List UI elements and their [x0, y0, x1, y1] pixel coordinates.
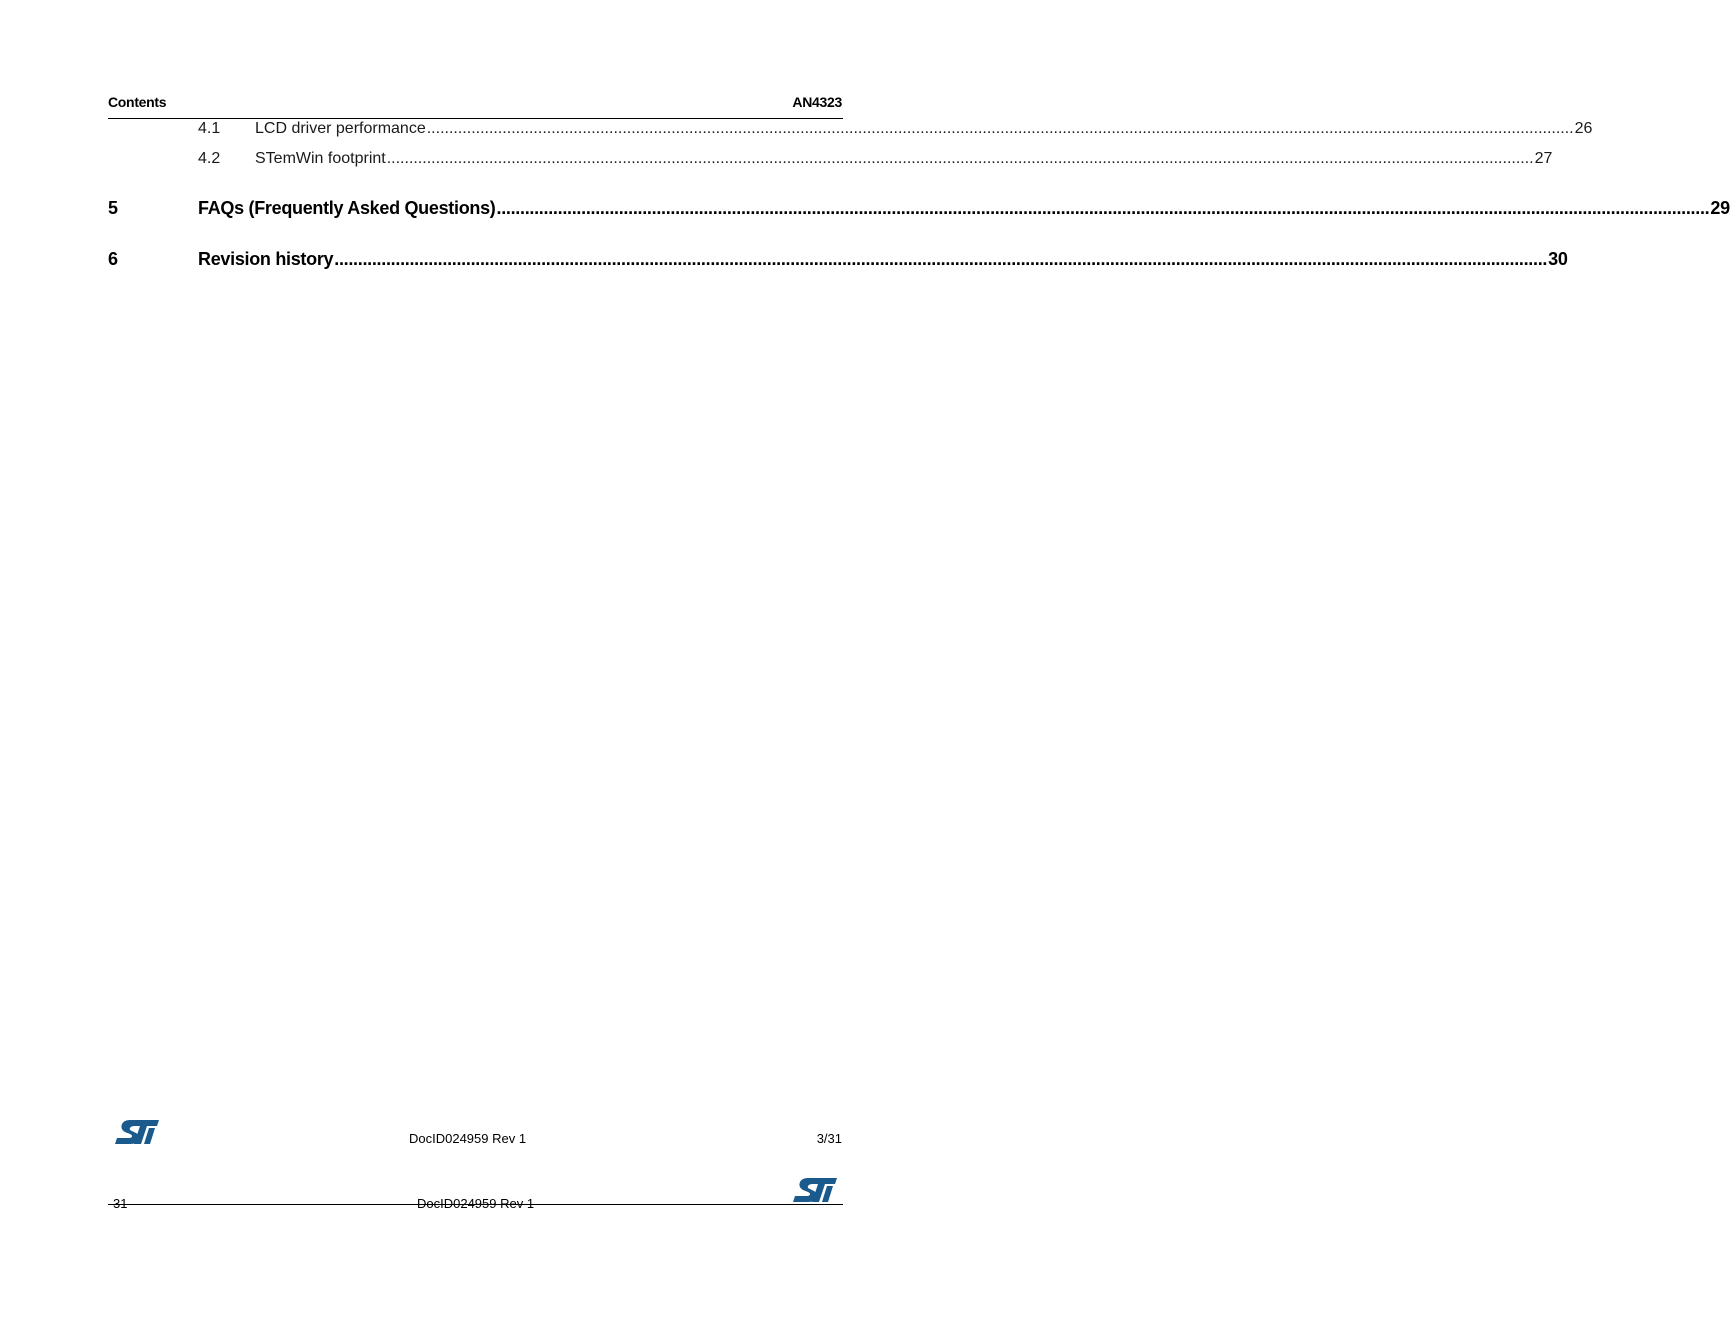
toc-entry-6[interactable]: [108, 249, 1568, 270]
toc-dot-leader: [387, 150, 1534, 168]
header-doc-number: AN4323: [792, 94, 842, 110]
toc-entry-title: Revision history: [198, 249, 334, 269]
toc-entry-5[interactable]: [108, 198, 1730, 219]
toc-entry-number: 6: [108, 249, 118, 269]
toc-entry-page: 27: [1534, 150, 1553, 167]
toc-entry-4-2[interactable]: [198, 150, 1553, 168]
toc-entry-page: 30: [1548, 249, 1568, 269]
toc-entry-title: FAQs (Frequently Asked Questions): [198, 198, 496, 218]
ghost-footer-doc-id: DocID024959 Rev 1: [417, 1196, 535, 1211]
toc-entry-number: 4.1: [198, 120, 221, 137]
header-section-title: Contents: [108, 94, 167, 110]
st-logo-icon: [791, 1176, 839, 1204]
header-rule: [108, 118, 843, 119]
ghost-footer-left: 31: [113, 1196, 128, 1211]
toc-entry-title: STemWin footprint: [255, 150, 386, 167]
toc-dot-leader: [497, 198, 1710, 219]
toc-dot-leader: [427, 120, 1574, 138]
st-logo-icon: [113, 1118, 161, 1146]
toc-entry-number: 4.2: [198, 150, 221, 167]
toc-entry-page: 29: [1710, 198, 1730, 218]
footer-page-number: 3/31: [816, 1131, 842, 1146]
toc-entry-page: 26: [1574, 120, 1593, 137]
footer-rule: [108, 1204, 843, 1205]
toc-entry-number: 5: [108, 198, 118, 218]
footer-doc-id: DocID024959 Rev 1: [409, 1131, 527, 1146]
toc-entry-4-1[interactable]: [198, 120, 1593, 138]
toc-entry-title: LCD driver performance: [255, 120, 426, 137]
toc-dot-leader: [334, 249, 1547, 270]
